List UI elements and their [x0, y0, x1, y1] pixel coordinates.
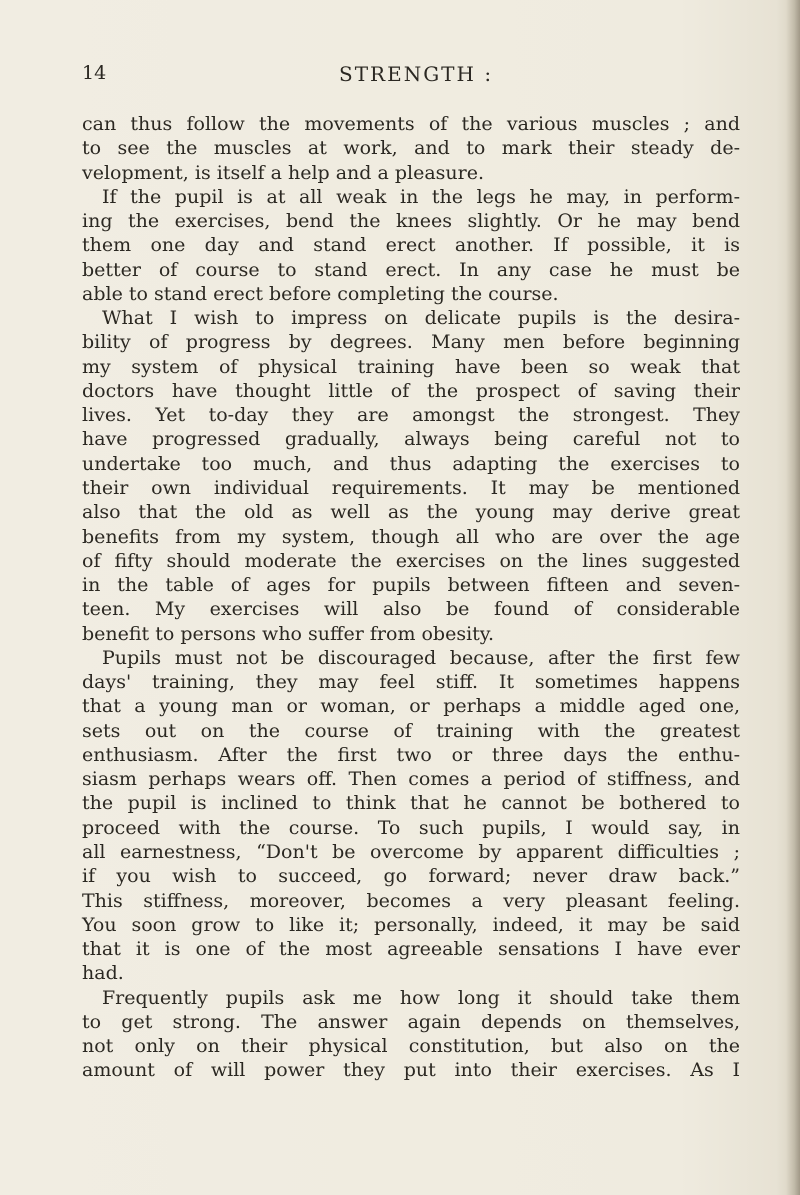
text-line: have progressed gradually, always being careful not to	[82, 428, 740, 451]
text-line: ing the exercises, bend the knees slightly. Or he may bend	[82, 210, 740, 233]
text-line: enthusiasm. After the first two or three days the enthu-	[82, 743, 740, 766]
text-line: if you wish to succeed, go forward; never draw back.”	[82, 865, 740, 888]
text-line: You soon grow to like it; personally, indeed, it may be said	[82, 913, 740, 936]
text-line: What I wish to impress on delicate pupils is the desira-	[102, 307, 740, 330]
text-line: sets out on the course of training with the greatest	[82, 719, 740, 742]
page-edge-shadow	[786, 0, 800, 1195]
body-text	[82, 112, 740, 1083]
text-line: undertake too much, and thus adapting the exercises to	[82, 452, 740, 475]
text-line: If the pupil is at all weak in the legs he may, in perform-	[102, 185, 740, 208]
running-head	[82, 62, 722, 88]
text-line: better of course to stand erect. In any case he must be	[82, 258, 740, 281]
text-line: teen. My exercises will also be found of considerable	[82, 598, 740, 621]
text-line: velopment, is itself a help and a pleasure.	[82, 161, 485, 184]
text-line: Frequently pupils ask me how long it should take them	[102, 986, 740, 1009]
running-title: STRENGTH :	[339, 62, 494, 86]
text-line: that a young man or woman, or perhaps a middle aged one,	[82, 695, 740, 718]
text-line: days' training, they may feel stiff. It sometimes happens	[82, 671, 740, 694]
text-line: had.	[82, 962, 124, 985]
text-line: all earnestness, “Don't be overcome by apparent difficulties ;	[82, 840, 740, 863]
text-line: that it is one of the most agreeable sensations I have ever	[82, 938, 740, 961]
text-line: their own individual requirements. It may be mentioned	[82, 476, 740, 499]
text-line: benefits from my system, though all who are over the age	[82, 525, 740, 548]
text-line: doctors have thought little of the prospect of saving their	[82, 379, 740, 402]
text-line: lives. Yet to-day they are amongst the strongest. They	[82, 404, 740, 427]
text-line: not only on their physical constitution, but also on the	[82, 1035, 740, 1058]
text-line: of fifty should moderate the exercises on the lines suggested	[82, 549, 740, 572]
text-line: to get strong. The answer again depends on themselves,	[82, 1010, 740, 1033]
text-line: also that the old as well as the young may derive great	[82, 501, 740, 524]
text-line: Pupils must not be discouraged because, after the first few	[102, 646, 740, 669]
text-line: my system of physical training have been so weak that	[82, 355, 740, 378]
text-line: to see the muscles at work, and to mark their steady de-	[82, 137, 740, 160]
text-line: siasm perhaps wears off. Then comes a period of stiffness, and	[82, 768, 740, 791]
text-line: able to stand erect before completing the course.	[82, 282, 559, 305]
text-line: This stiffness, moreover, becomes a very pleasant feeling.	[82, 889, 740, 912]
text-line: in the table of ages for pupils between fifteen and seven-	[82, 574, 740, 597]
text-line: bility of progress by degrees. Many men before beginning	[82, 331, 740, 354]
text-line: them one day and stand erect another. If possible, it is	[82, 234, 740, 257]
text-line: the pupil is inclined to think that he cannot be bothered to	[82, 792, 740, 815]
text-line: proceed with the course. To such pupils, I would say, in	[82, 816, 740, 839]
text-line: amount of will power they put into their exercises. As I	[82, 1059, 740, 1082]
page-number: 14	[82, 62, 107, 84]
text-line: can thus follow the movements of the various muscles ; and	[82, 113, 740, 135]
text-line: benefit to persons who suffer from obesity.	[82, 622, 495, 645]
